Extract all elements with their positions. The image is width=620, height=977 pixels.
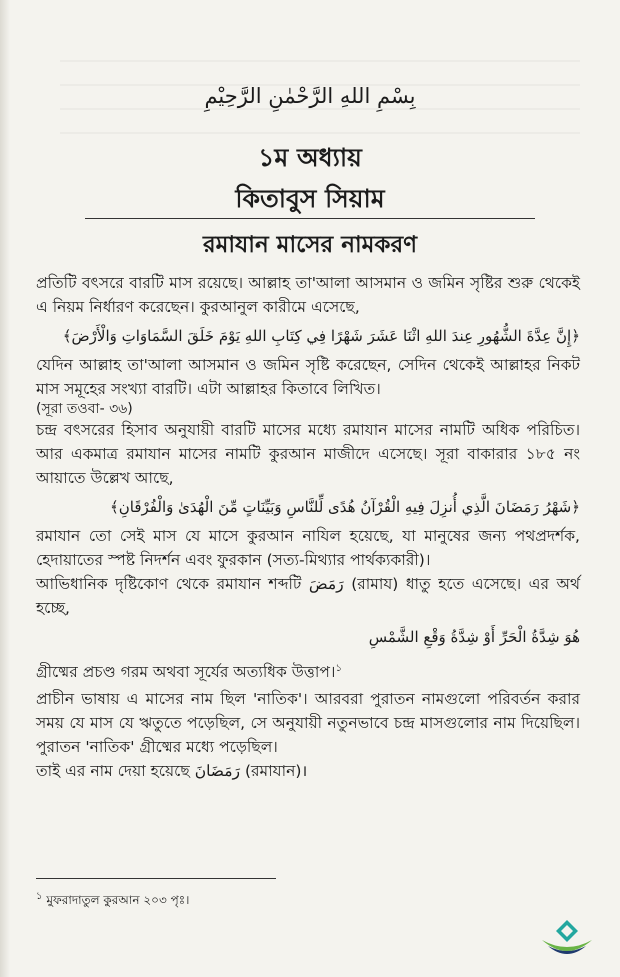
paragraph-7: প্রাচীন ভাষায় এ মাসের নাম ছিল 'নাতিক'। আরবরা পুরাতন নামগুলো পরিবর্তন করার সময় যে মাস যে ঋতুতে পড়েছিল, সে অনুযায়ী নতুনভাবে চন্দ্র মাসগুলোর নাম দিয়েছিল। পুরাতন 'নাতিক' গ্রীষ্মের মধ্যে পড়েছিল। — [36, 690, 580, 757]
arabic-root-word: رَمَضَ — [308, 575, 344, 593]
arabic-definition: هُوَ شِدَّةُ الْحَرِّ أَوْ شِدَّةُ وَقْعِ الشَّمْسِ — [368, 628, 580, 646]
paragraph-4: রমাযান তো সেই মাস যে মাসে কুরআন নাযিল হয়েছে, যা মানুষের জন্য পথপ্রদর্শক, হেদায়াতের স্পষ্ট নিদর্শন এবং ফুরকান (সত্য-মিথ্যার পার্থক্যকারী)। — [36, 527, 580, 569]
publisher-logo-icon — [538, 916, 596, 962]
footnote-marker: ১ — [335, 663, 342, 674]
arabic-verse-1: ﴿إِنَّ عِدَّةَ الشُّهُورِ عِندَ اللهِ اثْنَا عَشَرَ شَهْرًا فِي كِتَابِ اللهِ يَوْمَ خَلَقَ السَّمَاوَاتِ وَالْأَرْضَ﴾ — [62, 327, 580, 345]
paragraph-5 — [36, 572, 580, 620]
section-title: রমাযান মাসের নামকরণ — [202, 232, 418, 258]
paragraph-2: যেদিন আল্লাহ তা'আলা আসমান ও জমিন সৃষ্টি করেছেন, সেদিন থেকেই আল্লাহর নিকট মাস সমূহের সংখ্যা বারটি। এটা আল্লাহর কিতাবে লিখিত। — [36, 356, 580, 398]
definition-translation — [36, 654, 580, 687]
paragraph-8-end: (রমাযান)। — [244, 762, 308, 781]
paragraph-5-end: (রামায) ধাতু হতে এসেছে। এর অর্থ হচ্ছে, — [36, 575, 580, 617]
body-text — [36, 271, 580, 783]
paragraph-8 — [36, 759, 580, 783]
arabic-verse-2: ﴿شَهْرُ رَمَضَانَ الَّذِي أُنزِلَ فِيهِ الْقُرْآنُ هُدًى لِّلنَّاسِ وَبَيِّنَاتٍ مِّنَ الْهُدَىٰ وَالْفُرْقَانِ﴾ — [109, 498, 580, 516]
bismillah: بِسْمِ اللهِ الرَّحْمٰنِ الرَّحِيْمِ — [204, 84, 416, 108]
paragraph-8-start: তাই এর নাম দেয়া হয়েছে — [36, 762, 190, 781]
book-title: কিতাবুস সিয়াম — [235, 184, 385, 213]
arabic-ramadan-word: رَمَضَانَ — [194, 762, 241, 781]
title-divider — [85, 218, 535, 219]
paragraph-3: চন্দ্র বৎসরের হিসাব অনুযায়ী বারটি মাসের মধ্যে রমাযান মাসের নামটি অধিক পরিচিত। আর একমাত্র রমাযান মাসের নামটি কুরআন মাজীদে এসেছে। সূরা বাকারার ১৮৫ নং আয়াতে উল্লেখ আছে, — [36, 421, 580, 487]
paragraph-5-start: আভিধানিক দৃষ্টিকোণ থেকে রমাযান শব্দটি — [36, 575, 302, 593]
verse-reference: (সূরা তওবা- ৩৬) — [36, 401, 133, 417]
footnote-number: ১ — [36, 891, 43, 902]
paragraph-1: প্রতিটি বৎসরে বারটি মাস রয়েছে। আল্লাহ তা'আলা আসমান ও জমিন সৃষ্টির শুরু থেকেই এ নিয়ম নির্ধারণ করেছেন। কুরআনুল কারীমে এসেছে, — [36, 274, 580, 316]
footnote-text: মুফরাদাতুল কুরআন ২০৩ পৃঃ। — [46, 893, 190, 907]
footnote-divider — [36, 878, 276, 879]
chapter-number: ১ম অধ্যায় — [258, 143, 362, 172]
footnote — [36, 889, 189, 912]
definition-text: গ্রীষ্মের প্রচণ্ড গরম অথবা সূর্যের অত্যধিক উত্তাপ। — [36, 663, 336, 682]
